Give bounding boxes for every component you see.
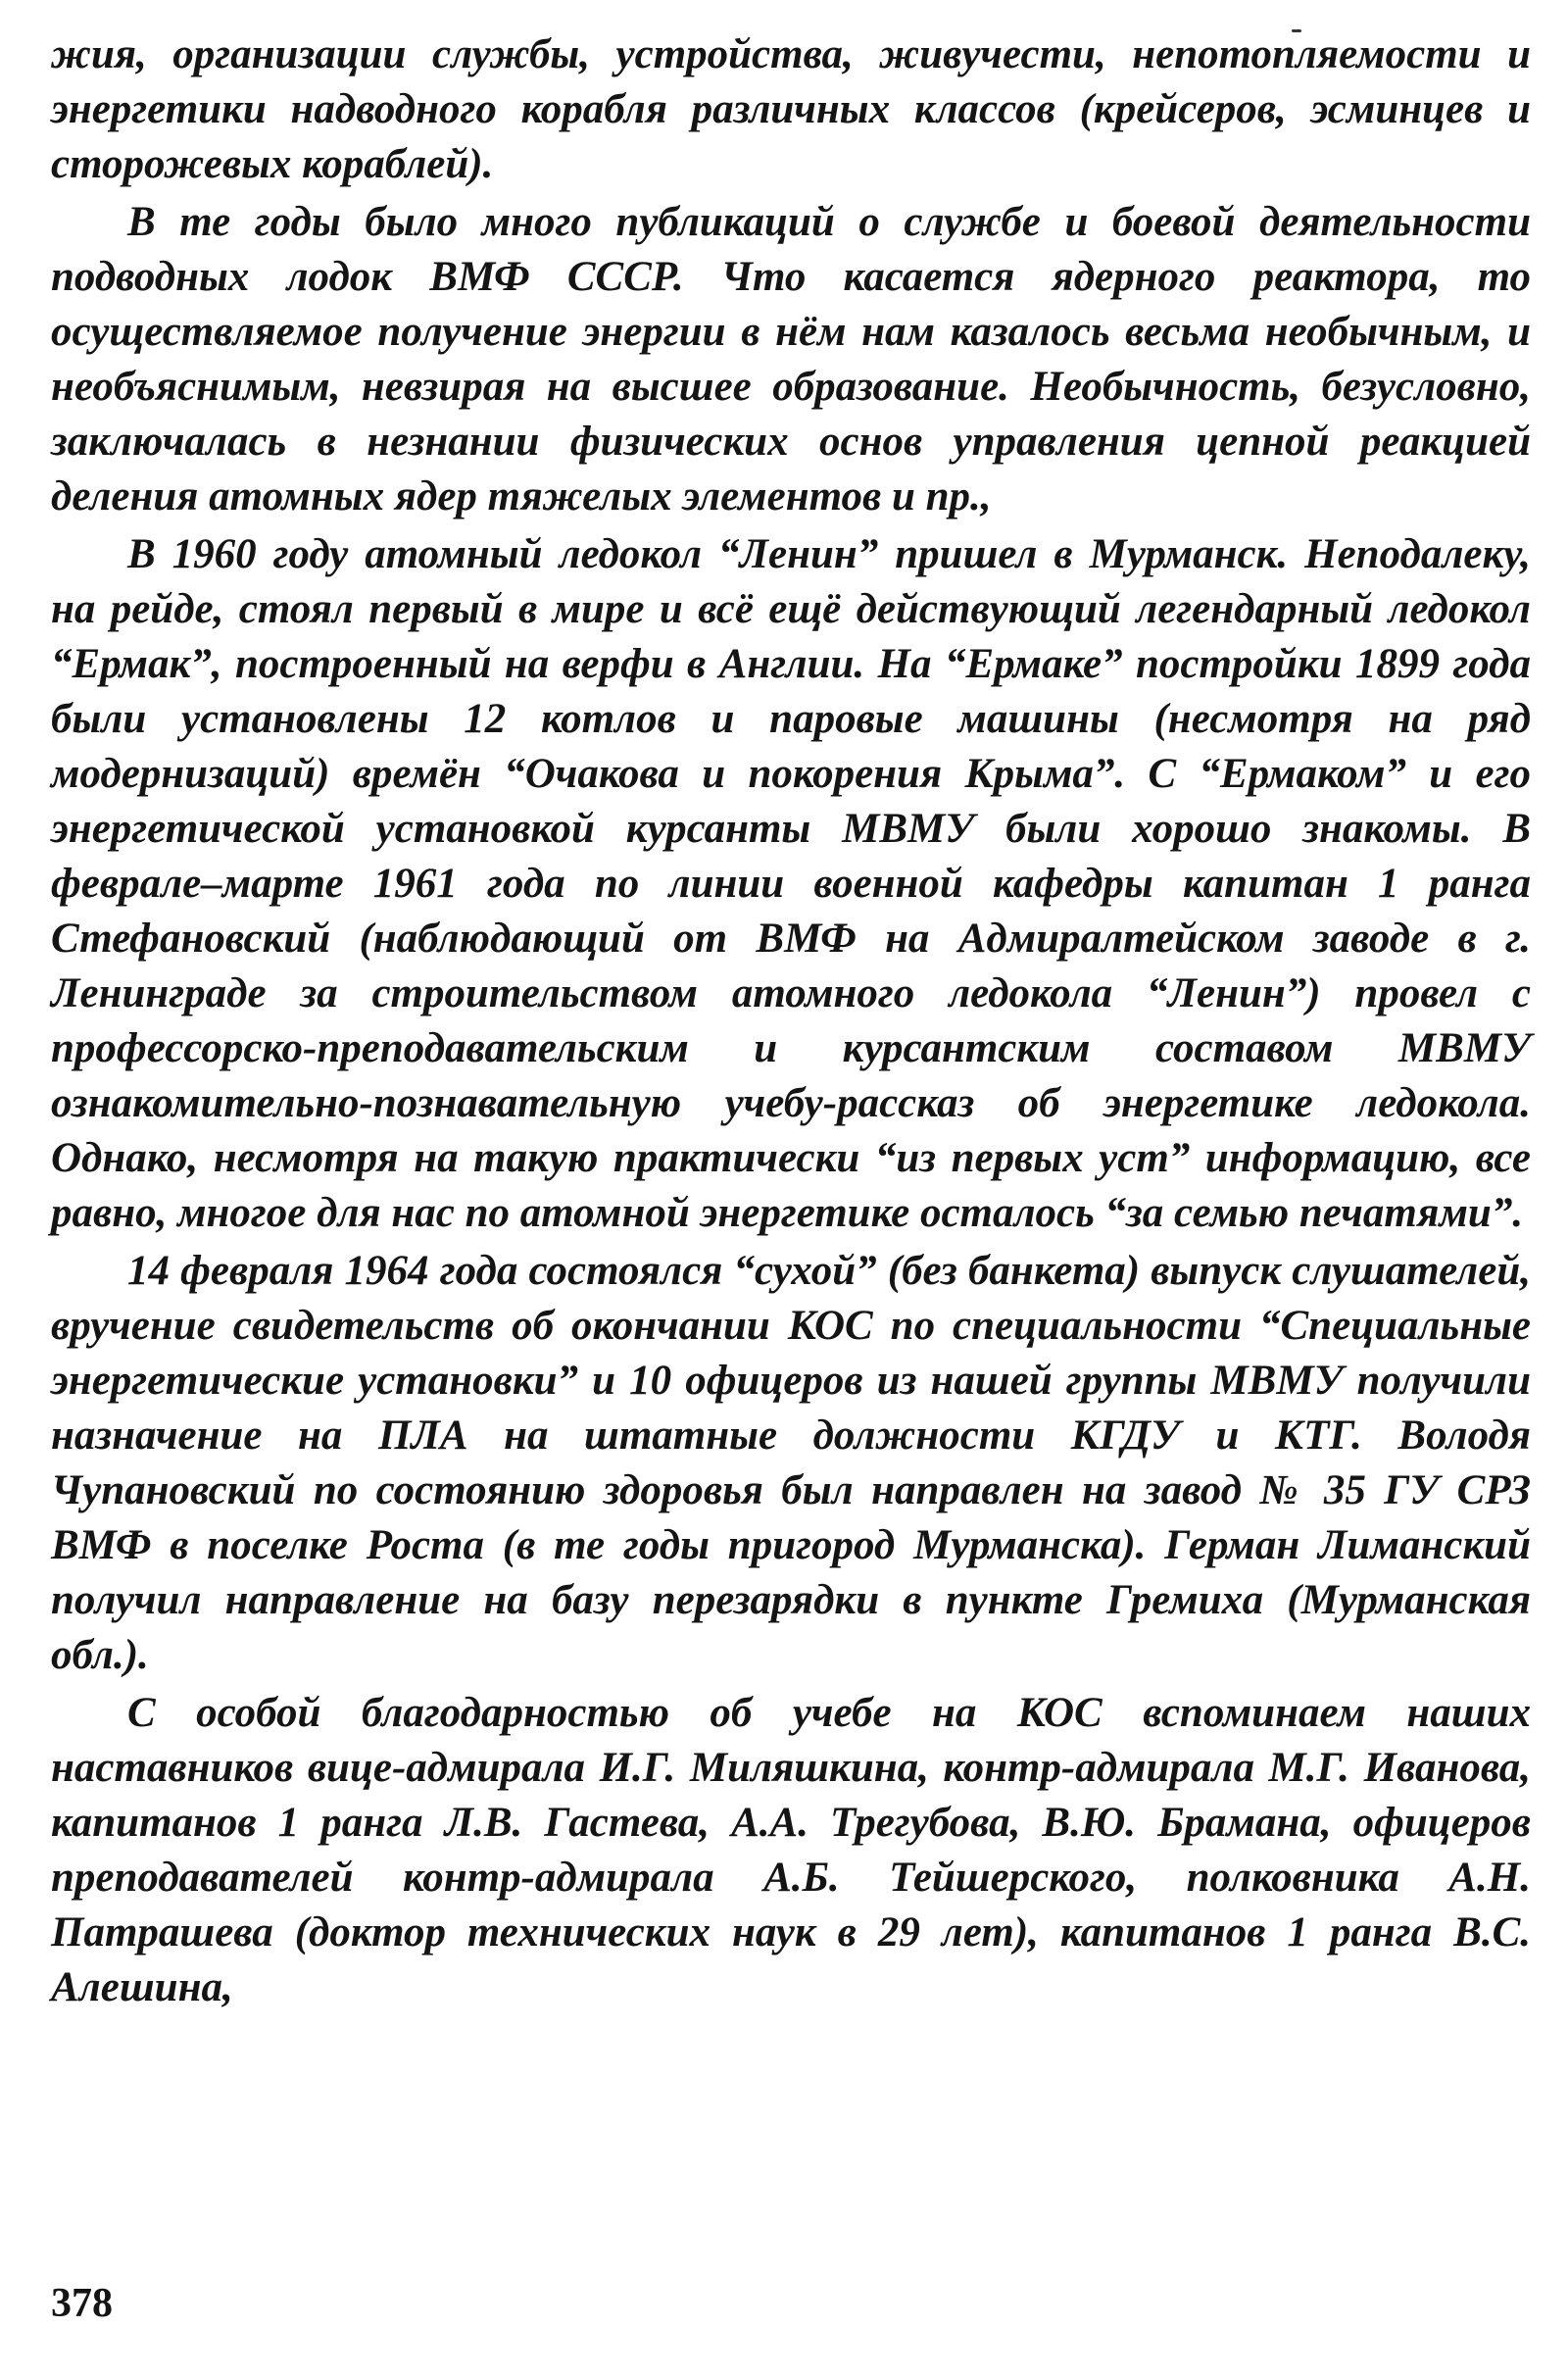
paragraph-icebreaker-lenin: В 1960 году атомный ледокол “Ленин” пришел в Мурманск. Неподалеку, на рейде, стоял первый в мире и всё ещё действующий легендарный ледокол “Ермак”, построенный на верфи в Англии. На “Ермаке” постройки 1899 года были установлены 12 котлов и паровые машины (несмотря на ряд модернизаций) времён “Очакова и покорения Крыма”. С “Ермаком” и его энергетической установкой курсанты МВМУ были хорошо знакомы. В феврале–марте 1961 года по линии военной кафедры капитан 1 ранга Стефановский (наблюдающий от ВМФ на Адмиралтейском заводе в г. Ленинграде за строительством атомного ледокола “Ленин”) провел с профессорско-преподавательским и курсантским составом МВМУ ознакомительно-познавательную учебу-рассказ об энергетике ледокола. Однако, несмотря на такую практически “из первых уст” информацию, все равно, многое для нас по атомной энергетике осталось “за семью печатями”. [51,531,1531,1236]
paragraph-gratitude: С особой благодарностью об учебе на КОС вспоминаем наших наставников вице-адмирала И.Г. Миляшкина, контр-адмирала М.Г. Иванова, капитанов 1 ранга Л.В. Гастева, А.А. Трегубова, В.Ю. Брамана, офицеров преподавателей контр-адмирала А.Б. Тейшерского, полковника А.Н. Патрашева (доктор технических наук в 29 лет), капитанов 1 ранга В.С. Алешина, [51,1690,1531,2010]
page-number: 378 [51,2281,113,2326]
paragraph-graduation: 14 февраля 1964 года состоялся “сухой” (без банкета) выпуск слушателей, вручение свидетельств об окончании КОС по специальности “Специальные энергетические установки” и 10 офицеров из нашей группы МВМУ получили назначение на ПЛА на штатные должности КГДУ и КТГ. Володя Чупановский по состоянию здоровья был направлен на завод № 35 ГУ СРЗ ВМФ в поселке Роста (в те годы пригород Мурманска). Герман Лиманский получил направление на базу перезарядки в пункте Гремиха (Мурманская обл.). [51,1248,1531,1678]
page-text-block [51,27,1531,2015]
paragraph-publications: В те годы было много публикаций о службе и боевой деятельности подводных лодок ВМФ СССР. Что касается ядерного реактора, то осуществляемое получение энергии в нём нам казалось весьма необычным, и необъяснимым, невзирая на высшее образование. Необычность, безусловно, заключалась в незнании физических основ управления цепной реакцией деления атомных ядер тяжелых элементов и пр., [51,199,1531,520]
paragraph-continuation: жия, организации службы, устройства, живучести, непотопляемости и энергетики надводного корабля различных классов (крейсеров, эсминцев и сторожевых кораблей). [51,31,1531,187]
